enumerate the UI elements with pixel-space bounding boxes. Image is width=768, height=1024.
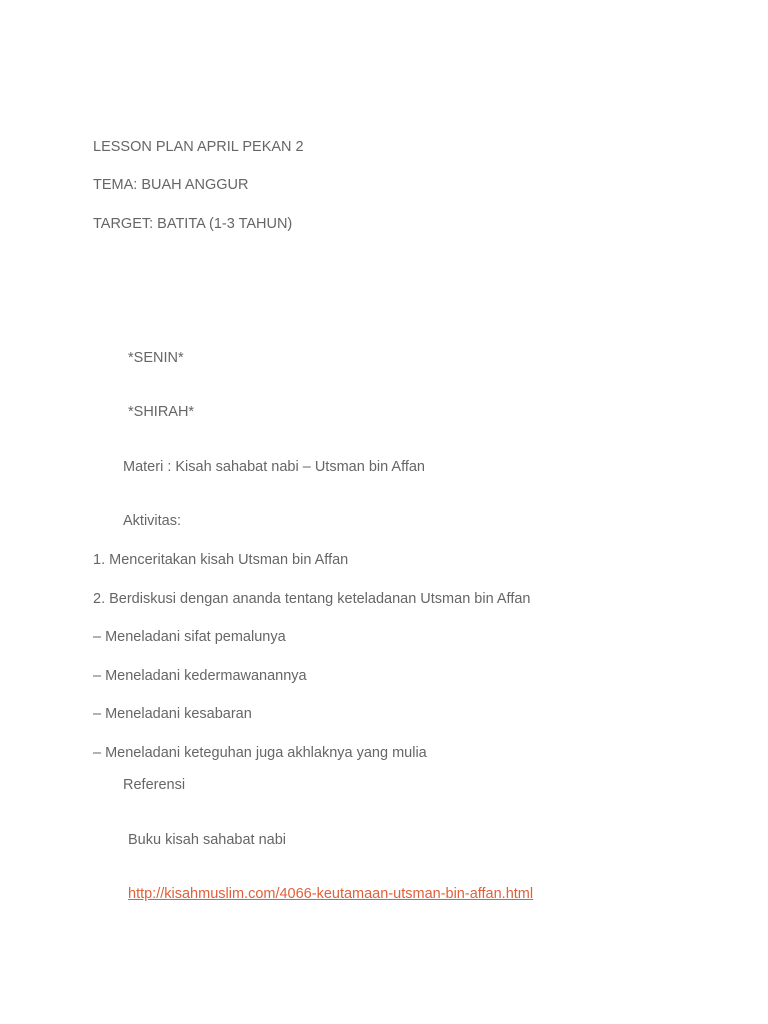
- activity-item: 1. Menceritakan kisah Utsman bin Affan: [93, 552, 349, 568]
- theme-line: TEMA: BUAH ANGGUR: [93, 177, 249, 193]
- document-title: LESSON PLAN APRIL PEKAN 2: [93, 139, 304, 155]
- section-heading: *SHIRAH*: [128, 404, 195, 420]
- sub-point-item: – Meneladani keteguhan juga akhlaknya yang mulia: [93, 745, 427, 761]
- day-heading: *SENIN*: [128, 350, 184, 366]
- sub-point-item: – Meneladani kesabaran: [93, 706, 252, 722]
- sub-point-item: – Meneladani sifat pemalunya: [93, 629, 286, 645]
- referensi-label: Referensi: [123, 777, 186, 793]
- reference-book: Buku kisah sahabat nabi: [128, 832, 286, 848]
- sub-point-item: – Meneladani kedermawanannya: [93, 668, 307, 684]
- target-line: TARGET: BATITA (1-3 TAHUN): [93, 216, 293, 232]
- aktivitas-label: Aktivitas:: [123, 513, 182, 529]
- materi-line: Materi : Kisah sahabat nabi – Utsman bin Affan: [123, 459, 425, 475]
- activity-item: 2. Berdiskusi dengan ananda tentang keteladanan Utsman bin Affan: [93, 591, 531, 607]
- reference-link[interactable]: http://kisahmuslim.com/4066-keutamaan-utsman-bin-affan.html: [128, 886, 534, 902]
